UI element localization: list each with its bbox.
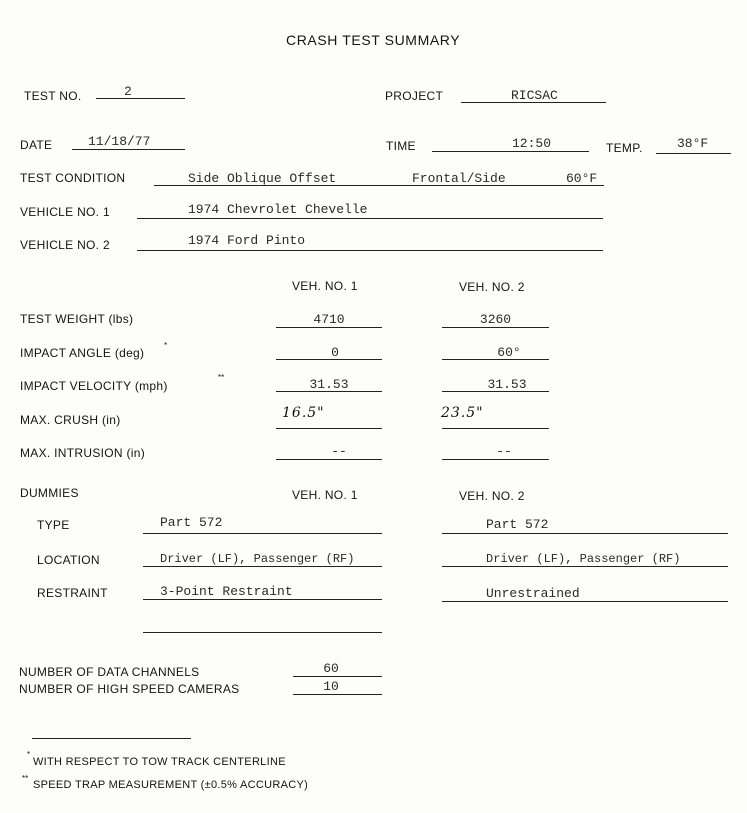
data-channels-value: 60 [323, 661, 339, 676]
impact-velocity-label: IMPACT VELOCITY (mph) [20, 379, 168, 393]
dummies-col1-header: VEH. NO. 1 [292, 488, 358, 502]
vehicle1-label: VEHICLE NO. 1 [20, 205, 110, 219]
cameras-value: 10 [323, 679, 339, 694]
max-intrusion-line-2 [442, 459, 549, 460]
dummy-location-line-1 [143, 566, 382, 567]
test-no-value: 2 [124, 84, 132, 99]
impact-velocity-star: ** [218, 373, 225, 382]
dummies-label: DUMMIES [20, 486, 79, 500]
footnote1-text: WITH RESPECT TO TOW TRACK CENTERLINE [33, 756, 286, 768]
max-crush-label: MAX. CRUSH (in) [20, 413, 121, 427]
time-label: TIME [386, 139, 416, 153]
date-label: DATE [20, 138, 53, 152]
vehicle2-line [137, 250, 603, 251]
footnote2-text: SPEED TRAP MEASUREMENT (±0.5% ACCURACY) [33, 779, 309, 791]
dummy-restraint-v2: Unrestrained [486, 586, 580, 601]
vehicle2-label: VEHICLE NO. 2 [20, 238, 110, 252]
dummy-type-v1: Part 572 [160, 515, 223, 530]
vehicle1-value: 1974 Chevrolet Chevelle [188, 202, 368, 217]
test-no-line [96, 98, 185, 99]
test-weight-line-1 [276, 327, 382, 328]
test-condition-label: TEST CONDITION [20, 171, 126, 185]
temp-value: 38°F [677, 136, 709, 151]
dummy-type-line-2 [442, 533, 728, 534]
test-no-label: TEST NO. [24, 89, 82, 103]
impact-angle-star: * [164, 341, 168, 350]
max-crush-line-1 [276, 428, 382, 429]
dummy-type-v2: Part 572 [486, 517, 549, 532]
max-intrusion-line-1 [276, 459, 382, 460]
vehicle2-value: 1974 Ford Pinto [188, 233, 306, 248]
test-condition-value-3: 60°F [566, 171, 598, 186]
meas-col2-header: VEH. NO. 2 [459, 280, 525, 294]
dummy-restraint-line-2 [442, 601, 728, 602]
footnote-divider [32, 738, 191, 739]
project-value: RICSAC [511, 88, 558, 103]
dummy-restraint-label: RESTRAINT [37, 586, 108, 600]
max-intrusion-label: MAX. INTRUSION (in) [20, 446, 146, 460]
form-title: CRASH TEST SUMMARY [286, 32, 461, 48]
max-crush-v1: 16.5" [282, 405, 325, 421]
footnote1-mark: * [27, 750, 31, 759]
footnote2-mark: ** [22, 774, 29, 783]
cameras-line [293, 694, 382, 695]
dummy-restraint-v1: 3-Point Restraint [160, 584, 293, 599]
dummy-location-v2: Driver (LF), Passenger (RF) [486, 552, 681, 566]
test-condition-value-1: Side Oblique Offset [188, 171, 337, 186]
time-line [432, 151, 589, 152]
impact-angle-v1: 0 [331, 345, 339, 360]
project-label: PROJECT [385, 89, 444, 103]
impact-angle-v2: 60° [497, 345, 521, 360]
temp-label: TEMP. [606, 141, 643, 155]
test-weight-v2: 3260 [479, 312, 512, 327]
test-weight-label: TEST WEIGHT (lbs) [20, 312, 134, 326]
impact-velocity-v2: 31.53 [487, 377, 527, 392]
temp-line [656, 153, 731, 154]
date-value: 11/18/77 [88, 134, 151, 149]
impact-velocity-v1: 31.53 [309, 377, 349, 392]
dummy-type-line-1 [143, 533, 382, 534]
max-intrusion-v1: -- [331, 444, 347, 459]
test-condition-value-2: Frontal/Side [412, 171, 506, 186]
data-channels-line [293, 676, 382, 677]
test-weight-v1: 4710 [313, 312, 345, 327]
meas-col1-header: VEH. NO. 1 [292, 279, 358, 293]
dummy-restraint-line-1 [143, 599, 382, 600]
max-intrusion-v2: -- [496, 444, 512, 459]
dummy-location-label: LOCATION [37, 553, 100, 567]
dummy-location-v1: Driver (LF), Passenger (RF) [160, 552, 355, 566]
dummy-location-line-2 [442, 566, 728, 567]
dummies-col2-header: VEH. NO. 2 [459, 489, 525, 503]
dummy-extra-line [143, 632, 382, 633]
time-value: 12:50 [512, 136, 552, 151]
test-weight-line-2 [442, 327, 549, 328]
dummy-type-label: TYPE [37, 518, 70, 532]
vehicle1-line [137, 218, 603, 219]
max-crush-v2: 23.5" [441, 405, 484, 421]
date-line [72, 149, 185, 150]
max-crush-line-2 [442, 428, 549, 429]
impact-angle-label: IMPACT ANGLE (deg) [20, 346, 145, 360]
cameras-label: NUMBER OF HIGH SPEED CAMERAS [19, 682, 240, 696]
data-channels-label: NUMBER OF DATA CHANNELS [19, 665, 200, 679]
